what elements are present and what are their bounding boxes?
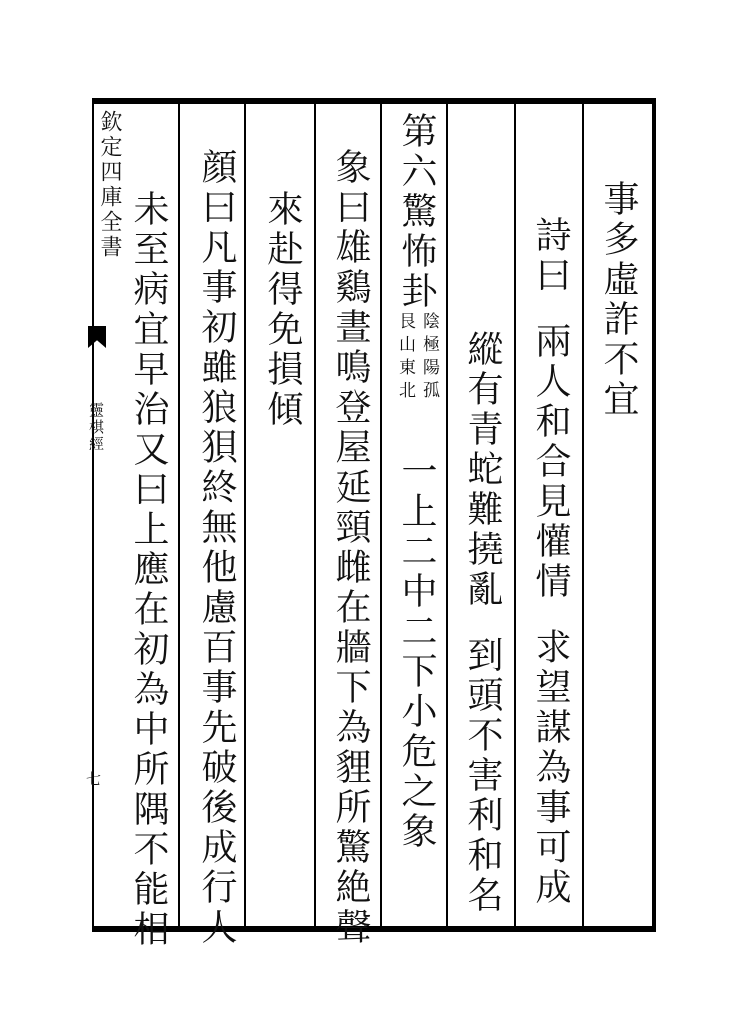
poem-line: 縱有青蛇難撓亂 [462,330,503,610]
hexagram-omen: 一上二中二下小危之象 [396,452,437,852]
page-frame [92,98,656,932]
text-column-1: 事多虛詐不宜 [598,180,639,420]
text-column-3 [462,330,502,916]
column-rule [244,98,246,932]
column-rule [582,98,584,932]
text-column-5: 象曰雄鷄晝鳴登屋延頸雌在牆下為貍所驚絶聲 [330,148,371,948]
hexagram-note-right: 陰極陽孤 [419,312,439,404]
poem-line: 求望謀為事可成 [530,628,571,908]
banxin-title: 欽定四庫全書 [97,110,122,260]
poem-line: 兩人和合見懽情 [530,322,571,602]
column-rule [380,98,382,932]
hexagram-title: 第六驚怖卦 [396,112,437,312]
poem-line: 到頭不害利和名 [462,636,503,916]
poem-label: 詩曰 [530,216,571,296]
column-rule [446,98,448,932]
hexagram-note-left: 艮山東北 [395,312,415,404]
text-column-8: 未至病宜早治又曰上應在初為中所隅不能相 [128,190,169,950]
banxin-subtitle: 靈棋經 [87,402,105,453]
text-column-6: 來赴得免損傾 [262,190,303,430]
text-column-7: 顔曰凡事初雖狼狽終無他慮百事先破後成行人 [196,148,237,948]
column-rule [178,98,180,932]
column-rule [314,98,316,932]
page-number: 七 [86,770,102,788]
text-column-2 [530,216,570,908]
column-rule [514,98,516,932]
